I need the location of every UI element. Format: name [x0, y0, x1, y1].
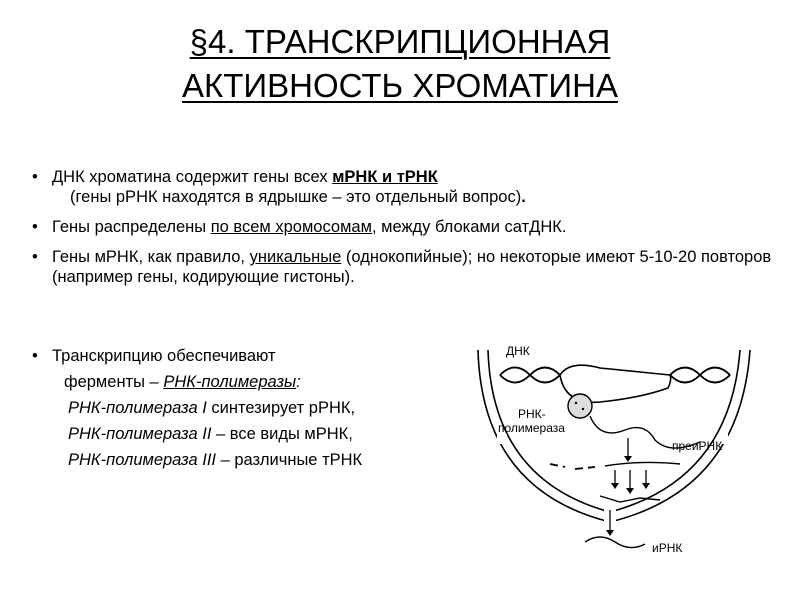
slide-title [0, 20, 800, 108]
dna-label: ДНК [506, 344, 530, 358]
polymerase-2 [32, 421, 502, 447]
enzymes-prefix: ферменты – [64, 373, 164, 391]
bullet-text-end: , между блоками сатДНК. [371, 218, 567, 236]
polymerase-3-name: РНК-полимераза III [68, 451, 216, 469]
bullet-text: Гены распределены [52, 218, 211, 236]
bullet-marker: • [32, 248, 38, 266]
mature-mrna [585, 537, 645, 548]
bullet-underline: уникальные [249, 248, 342, 266]
dna-bubble [560, 365, 670, 375]
bullet-mrna-genes [32, 247, 772, 287]
bullet-list [32, 167, 772, 287]
pre-mrna-label: преиРНК [672, 439, 723, 453]
rna-polymerase-blob [568, 394, 592, 418]
transcription-diagram [440, 330, 760, 592]
rna-polymerase-dot [582, 408, 584, 410]
bullet-emphasis: мРНК и тРНК [332, 168, 438, 186]
bullet-subnote-text: (гены рРНК находятся в ядрышке – это отдельный вопрос) [70, 188, 522, 206]
bullet-genes-distribution [32, 217, 772, 237]
bullet-marker: • [32, 347, 38, 365]
polymerase-2-name: РНК-полимераза II [68, 425, 212, 443]
pre-mrna-fragments [605, 462, 680, 466]
bullet-subnote [52, 187, 772, 207]
enzymes-line [32, 369, 502, 395]
bullet-marker: • [32, 168, 38, 186]
rna-polymerase-dot [575, 402, 577, 404]
pre-mrna-fragments [550, 464, 595, 469]
dna-strand [670, 368, 730, 383]
enzymes-term: РНК-полимеразы [163, 373, 297, 391]
polymerase-1-text: синтезирует рРНК, [206, 399, 356, 417]
arrow-head [611, 483, 619, 489]
nuclear-envelope-outer [478, 350, 750, 522]
polymerase-3-text: – различные тРНК [216, 451, 363, 469]
polymerase-3 [32, 447, 502, 473]
polymerase-1 [32, 395, 502, 421]
enzymes-intro: Транскрипцию обеспечивают [52, 347, 276, 365]
bullet-marker: • [32, 218, 38, 236]
arrow-head [624, 456, 632, 462]
polymerase-2-text: – все виды мРНК, [211, 425, 353, 443]
arrow-head [606, 530, 614, 536]
mrna-label: иРНК [652, 541, 683, 555]
bullet-text: ДНК хроматина содержит гены всех [52, 168, 333, 186]
title-line-1: §4. ТРАНСКРИПЦИОННАЯ [189, 23, 611, 60]
bullet-subnote-end: . [521, 188, 526, 206]
arrow-head [642, 483, 650, 489]
nuclear-pore [497, 434, 507, 444]
title-line-2: АКТИВНОСТЬ ХРОМАТИНА [182, 67, 618, 104]
bullet-underline: по всем хромосомам [210, 218, 372, 236]
rna-polymerase-label-2: полимераза [498, 421, 565, 435]
arrow-head [626, 488, 634, 494]
bullet-text: Гены мРНК, как правило, [52, 248, 250, 266]
bullet-genes-content [32, 167, 772, 207]
dna-strand [500, 368, 560, 383]
polymerase-1-name: РНК-полимераза I [68, 399, 207, 417]
rna-polymerase-label-1: РНК- [518, 407, 546, 421]
rna-polymerase-block [32, 343, 502, 473]
enzymes-colon: : [296, 373, 301, 391]
bullet-text-end: (однокопийные); но некоторые имеют 5-10-20 повторов (например гены, кодирующие гистоны). [52, 248, 772, 286]
